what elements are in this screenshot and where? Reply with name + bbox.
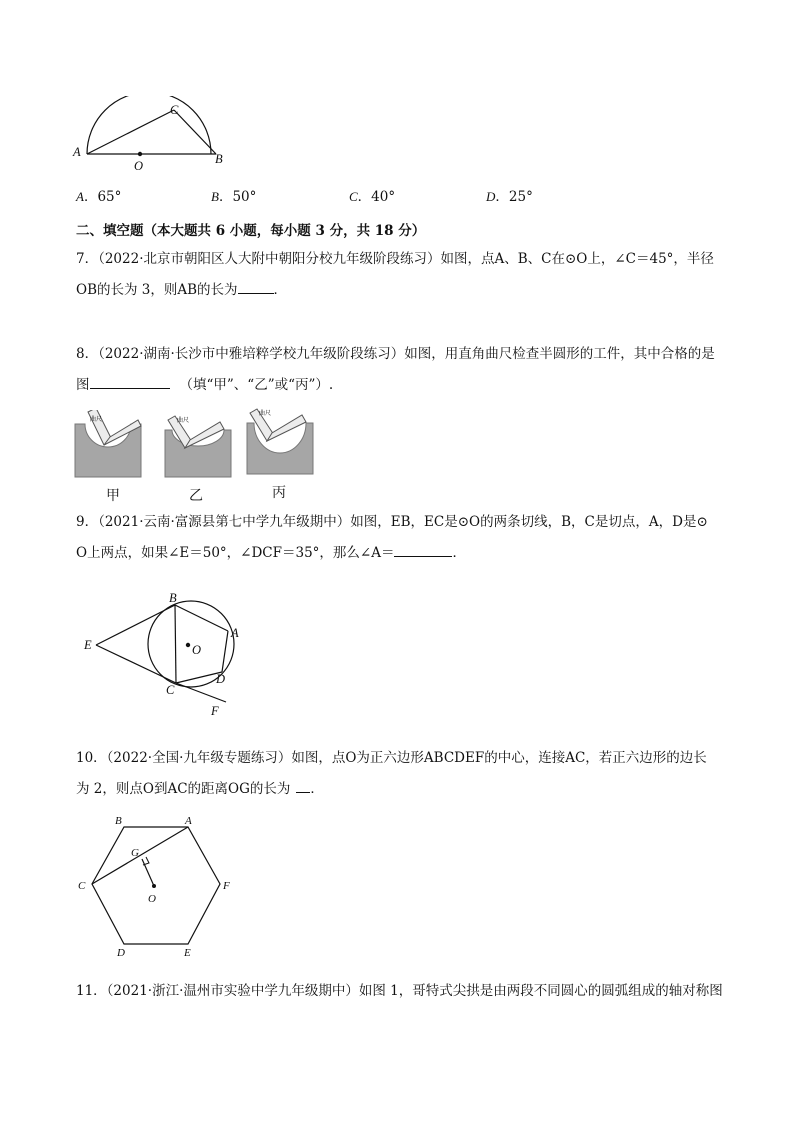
question-9-end: ． (452, 545, 466, 561)
segment-ad (222, 631, 228, 672)
question-8-line1: 8．（2022·湖南·长沙市中雅培粹学校九年级阶段练习）如图，用直角曲尺检查半圆形的工件，其中合格的是 (76, 346, 715, 362)
choice-d-letter: D (486, 189, 496, 204)
question-10-line2-text: 为 2，则点O到AC的距离OG的长为 (76, 781, 291, 797)
question-10-end: ． (310, 781, 324, 797)
center-point-o (152, 884, 156, 888)
question-8-line2-text: 图 (76, 377, 90, 393)
question-9-line2-text: O上两点，如果∠E＝50°，∠DCF＝35°，那么∠A＝ (76, 545, 395, 561)
question-8-line2 (76, 370, 726, 401)
label-c: C (170, 103, 179, 117)
choice-c-letter: C (349, 189, 358, 204)
question-10-line1: 10．（2022·全国·九年级专题练习）如图，点O为正六边形ABCDEF的中心，连接AC，若正六边形的边长 (76, 750, 707, 766)
choice-d-text: ．25° (495, 189, 533, 205)
semicircle-arc (87, 96, 211, 154)
label-o: O (148, 893, 156, 905)
tool-label-bing: 曲尺 (259, 410, 272, 417)
figure-q8-jia (74, 410, 142, 478)
caption-yi: 乙 (189, 488, 203, 504)
choice-a-letter: A (76, 189, 84, 204)
question-8 (76, 339, 726, 401)
label-g: G (131, 847, 139, 859)
choice-b (211, 185, 256, 205)
square-tool-bing-arm2 (267, 415, 306, 441)
segment-bc (175, 605, 176, 683)
label-b: B (215, 152, 223, 166)
question-9-line2 (76, 538, 726, 569)
figure-q6 (70, 96, 240, 176)
label-f: F (211, 704, 219, 718)
label-a: A (185, 815, 192, 827)
question-11-line1: 11．（2021·浙江·温州市实验中学九年级期中）如图 1，哥特式尖拱是由两段不同圆心的圆弧组成的轴对称图 (76, 983, 723, 999)
label-b: B (169, 591, 177, 605)
label-a: A (231, 626, 239, 640)
caption-jia: 甲 (106, 488, 120, 504)
question-10-line2 (76, 774, 726, 805)
choice-d (486, 185, 533, 205)
label-o: O (192, 643, 202, 657)
tangent-ec (96, 645, 176, 683)
hexagon-abcdef (92, 827, 220, 944)
center-point (138, 152, 142, 156)
question-7-line2-text: OB的长为 3，则AB的长为 (76, 282, 238, 298)
answer-blank-7[interactable] (238, 279, 274, 294)
center-point-o (186, 643, 190, 647)
question-9 (76, 507, 726, 569)
segment-cb (174, 110, 216, 154)
figure-q10 (74, 812, 244, 962)
label-d: D (117, 947, 125, 959)
choice-a (76, 185, 121, 205)
label-e: E (184, 947, 191, 959)
question-7 (76, 244, 726, 306)
figure-q8-yi (164, 410, 232, 478)
caption-bing: 丙 (272, 485, 286, 501)
question-10 (76, 743, 726, 805)
segment-ba (175, 605, 228, 631)
question-8-end: （填“甲”、“乙”或“丙”）. (179, 377, 334, 393)
choice-b-text: ．50° (218, 189, 257, 205)
label-e: E (84, 638, 92, 652)
question-11 (76, 976, 726, 1007)
choice-c (349, 185, 395, 205)
question-7-end: ． (273, 282, 288, 298)
tool-label-jia: 曲尺 (90, 416, 103, 423)
question-7-line1: 7．（2022·北京市朝阳区人大附中朝阳分校九年级阶段练习）如图，点A、B、C在⊙O上，∠C＝45°，半径 (76, 251, 714, 267)
label-c: C (166, 683, 175, 697)
label-f: F (223, 880, 230, 892)
choice-b-letter: B (211, 189, 219, 204)
question-7-line2 (76, 275, 726, 306)
section-title: 二、填空题（本大题共 6 小题，每小题 3 分，共 18 分） (76, 223, 426, 239)
tangent-eb (96, 605, 175, 645)
figure-q8-bing (246, 405, 314, 475)
tool-label-yi: 曲尺 (177, 417, 190, 424)
answer-blank-10[interactable] (296, 778, 310, 793)
label-d: D (216, 672, 226, 686)
choice-c-text: ．40° (357, 189, 396, 205)
choice-a-text: ．65° (83, 189, 122, 205)
label-b: B (115, 815, 122, 827)
answer-blank-9[interactable] (394, 542, 452, 557)
answer-blank-8[interactable] (90, 374, 170, 389)
label-a: A (73, 145, 81, 159)
label-o: O (134, 159, 144, 173)
label-c: C (78, 880, 86, 892)
question-9-line1: 9．（2021·云南·富源县第七中学九年级期中）如图，EB，EC是⊙O的两条切线，B，C是切点，A，D是⊙ (76, 514, 708, 530)
diagonal-ac (92, 827, 188, 884)
figure-q9 (78, 590, 248, 720)
